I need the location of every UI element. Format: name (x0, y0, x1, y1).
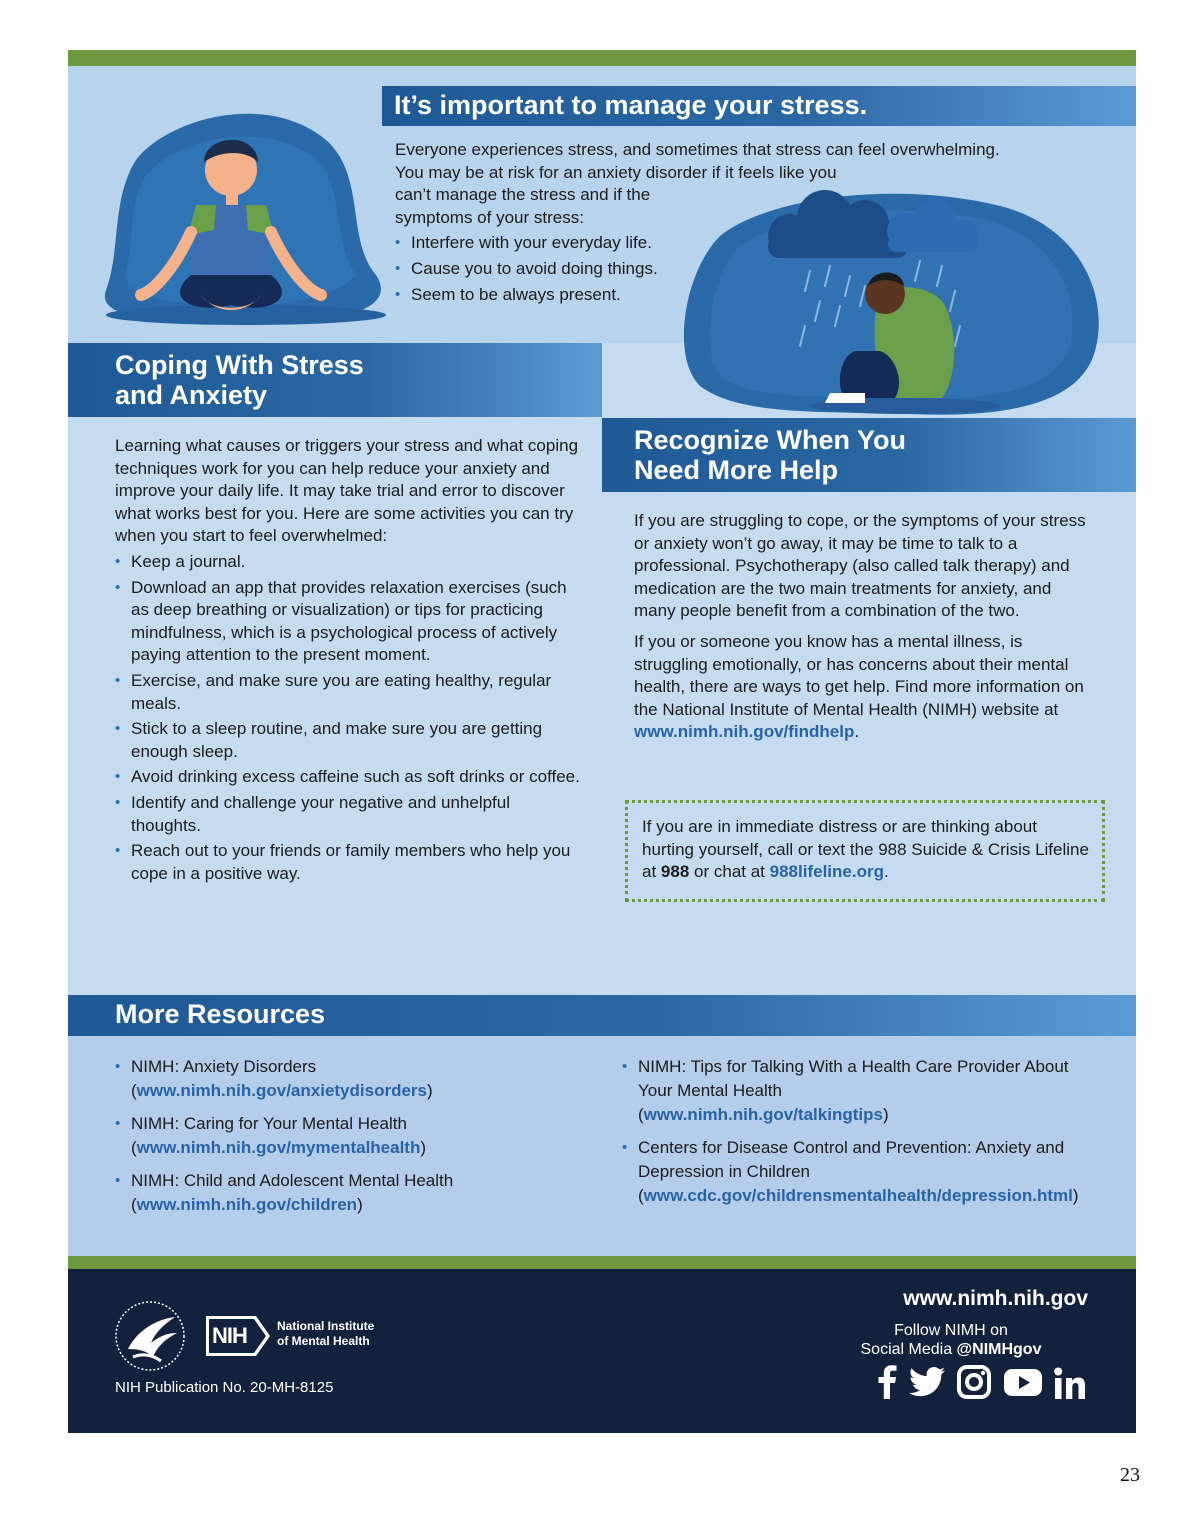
resource-link[interactable]: www.nimh.nih.gov/talkingtips (643, 1105, 883, 1124)
resource-item: • Centers for Disease Control and Prevention: Anxiety and Depression in Children (www.cdc.gov/childrensmentalhealth/depression.html) (622, 1136, 1092, 1208)
recognize-title-line: Need More Help (634, 455, 839, 485)
resource-label: NIMH: Caring for Your Mental Health (131, 1114, 407, 1133)
resource-link[interactable]: www.cdc.gov/childrensmentalhealth/depression.html (643, 1186, 1073, 1205)
coping-title-banner (68, 343, 602, 417)
recognize-title-line: Recognize When You (634, 425, 907, 455)
list-item: • Interfere with your everyday life. (395, 232, 1115, 255)
list-item: • Keep a journal. (115, 551, 580, 574)
instagram-icon[interactable] (957, 1365, 991, 1399)
stress-title-banner (382, 86, 1136, 126)
list-item: • Exercise, and make sure you are eating healthy, regular meals. (115, 670, 580, 715)
coping-body (115, 435, 580, 885)
stress-intro-line: symptoms of your stress: (395, 207, 584, 227)
fact-sheet-page (68, 50, 1136, 1433)
lifeline-link[interactable]: 988lifeline.org (769, 862, 884, 882)
crisis-period: . (883, 862, 889, 882)
recognize-paragraph: If you are struggling to cope, or the symptoms of your stress or anxiety won’t go away, it may be time to talk to a professional. Psychotherapy (also called talk therapy) and medication are the two main treatments for anxiety, and many people benefit from a combination of the two. (634, 511, 1086, 621)
institute-name (277, 1319, 374, 1349)
social-icons (876, 1365, 1101, 1401)
linkedin-icon[interactable] (1054, 1367, 1086, 1399)
crisis-text-part: or chat at (694, 862, 765, 882)
footer-accent-bar (68, 1256, 1136, 1269)
institute-line: of Mental Health (277, 1334, 370, 1348)
top-accent-bar (68, 50, 1136, 66)
resource-item: • NIMH: Anxiety Disorders (www.nimh.nih.gov/anxietydisorders) (115, 1055, 565, 1103)
resource-link[interactable]: www.nimh.nih.gov/mymentalhealth (136, 1138, 421, 1157)
list-item: • Cause you to avoid doing things. (395, 258, 1115, 281)
list-item: • Stick to a sleep routine, and make sure you are getting enough sleep. (115, 718, 580, 763)
page-footer (68, 1269, 1136, 1433)
crisis-number: 988 (660, 862, 690, 882)
recognize-paragraph-text: If you or someone you know has a mental illness, is struggling emotionally, or has concerns about their mental health, there are ways to get help. Find more information on the National Institute of Mental Health (NIMH) website at (634, 631, 1084, 719)
resource-item: • NIMH: Tips for Talking With a Health Care Provider About Your Mental Health (www.nimh.nih.gov/talkingtips) (622, 1055, 1092, 1127)
crisis-text-part: If you are in immediate distress or are thinking about hurting yourself, call or text the 988 Suicide & Crisis Lifeline at (642, 817, 1089, 882)
recognize-paragraph (634, 631, 1094, 744)
publication-number: NIH Publication No. 20-MH-8125 (115, 1379, 334, 1396)
hhs-eagle-logo (113, 1299, 188, 1374)
coping-title-line: and Anxiety (115, 380, 268, 410)
resource-label: NIMH: Anxiety Disorders (131, 1057, 317, 1076)
follow-line (821, 1340, 1081, 1359)
institute-line: National Institute (277, 1319, 375, 1333)
stress-intro-line: can’t manage the stress and if the (395, 185, 651, 205)
follow-text (821, 1321, 1081, 1359)
footer-website[interactable]: www.nimh.nih.gov (903, 1287, 1088, 1310)
list-item: • Identify and challenge your negative and unhelpful thoughts. (115, 792, 580, 837)
stress-title: It’s important to manage your stress. (394, 90, 868, 120)
stress-intro-line: You may be at risk for an anxiety disorder if it feels like you (395, 162, 837, 182)
resource-label: NIMH: Child and Adolescent Mental Health (131, 1171, 454, 1190)
nih-badge-text: NIH (212, 1323, 247, 1348)
stress-intro-line: Everyone experiences stress, and sometimes that stress can feel overwhelming. (395, 140, 1000, 159)
resource-label: NIMH: Tips for Talking With a Health Care Provider About Your Mental Health (638, 1057, 1069, 1100)
youtube-icon[interactable] (1004, 1369, 1042, 1396)
list-item: • Avoid drinking excess caffeine such as soft drinks or coffee. (115, 766, 580, 789)
meditating-person-illustration (96, 100, 396, 325)
crisis-text (642, 816, 1092, 884)
resource-item: • NIMH: Caring for Your Mental Health (www.nimh.nih.gov/mymentalhealth) (115, 1112, 565, 1160)
resource-item: • NIMH: Child and Adolescent Mental Health (www.nimh.nih.gov/children) (115, 1169, 565, 1217)
follow-prefix: Social Media (860, 1341, 957, 1358)
crisis-callout-box (625, 800, 1105, 902)
nih-logo (206, 1316, 270, 1356)
list-item: • Seem to be always present. (395, 284, 1115, 307)
twitter-icon[interactable] (909, 1367, 945, 1397)
list-item: • Download an app that provides relaxation exercises (such as deep breathing or visualization) or tips for practicing mindfulness, which is a psychological process of actively paying attention to the present moment. (115, 577, 580, 667)
resource-link[interactable]: www.nimh.nih.gov/anxietydisorders (136, 1081, 427, 1100)
coping-intro: Learning what causes or triggers your stress and what coping techniques work for you can help reduce your anxiety and improve your daily life. It may take trial and error to discover what works best for you. Here are some activities you can try when you start to feel overwhelmed: (115, 436, 579, 546)
recognize-title-banner (602, 418, 1136, 492)
recognize-body (634, 510, 1094, 744)
resource-link[interactable]: www.nimh.nih.gov/children (136, 1195, 358, 1214)
recognize-period: . (854, 722, 860, 742)
resource-label: Centers for Disease Control and Prevention: Anxiety and Depression in Children (638, 1138, 1065, 1181)
facebook-icon[interactable] (876, 1365, 898, 1399)
resources-title: More Resources (115, 999, 326, 1029)
resources-right-column (622, 1055, 1092, 1208)
findhelp-link[interactable]: www.nimh.nih.gov/findhelp (634, 722, 855, 742)
coping-activity-list (115, 551, 580, 885)
coping-title-line: Coping With Stress (115, 350, 364, 380)
follow-line: Follow NIMH on (894, 1322, 1008, 1339)
social-handle: @NIMHgov (956, 1341, 1042, 1358)
rain-cloud-illustration (680, 186, 1105, 418)
list-item: • Reach out to your friends or family members who help you cope in a positive way. (115, 840, 580, 885)
page-number: 23 (1120, 1464, 1140, 1486)
resources-left-column (115, 1055, 565, 1217)
resources-title-banner (68, 995, 1136, 1036)
